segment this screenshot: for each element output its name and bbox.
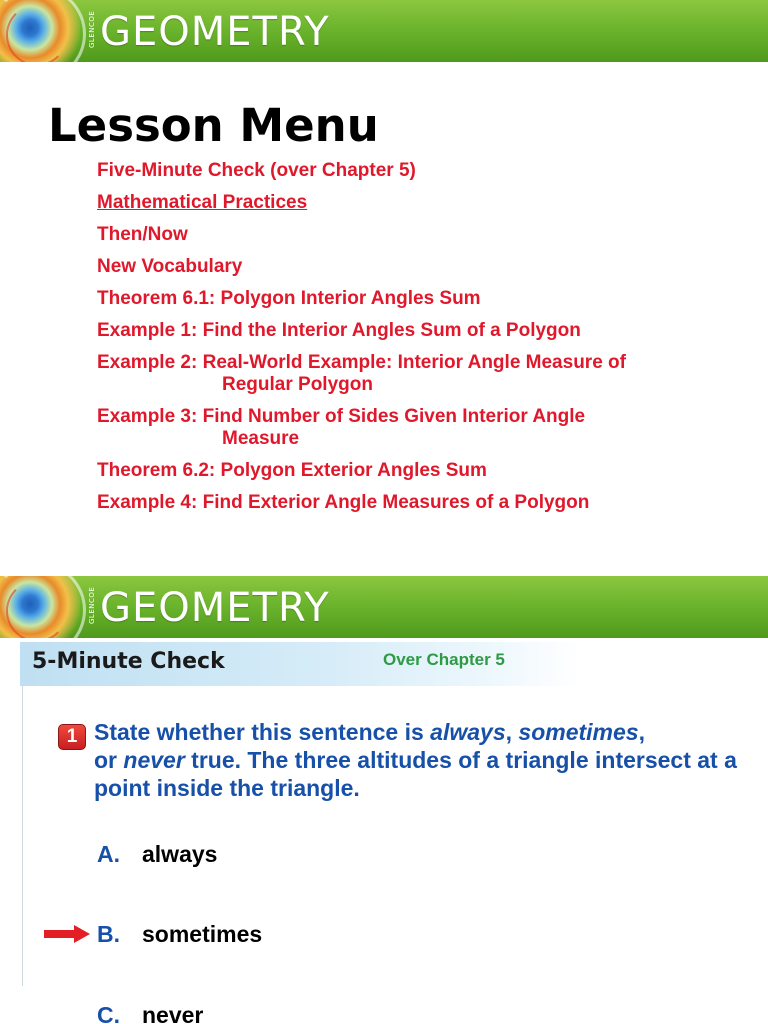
slide-gap: [0, 560, 768, 576]
geometry-logo: GEOMETRY: [100, 9, 330, 55]
option-text: never: [142, 1002, 204, 1024]
banner-art-icon: [0, 576, 80, 638]
geometry-logo: GEOMETRY: [100, 585, 330, 631]
menu-item-example-3[interactable]: Example 3: Find Number of Sides Given Interior Angle Measure: [97, 406, 586, 449]
arrow-right-icon: [44, 925, 90, 943]
divider: [22, 686, 23, 986]
banner-art-icon: [0, 0, 80, 62]
menu-item-five-minute-check[interactable]: Five-Minute Check (over Chapter 5): [97, 160, 416, 181]
option-letter: A.: [97, 841, 120, 867]
glencoe-logo: GLENCOE: [88, 10, 96, 48]
check-title: 5-Minute Check: [32, 649, 225, 674]
check-subtitle: Over Chapter 5: [383, 650, 505, 669]
option-letter: B.: [97, 921, 120, 947]
menu-item-new-vocabulary[interactable]: New Vocabulary: [97, 256, 243, 277]
question-number-badge: 1: [58, 724, 86, 750]
question-text: State whether this sentence is always, sometimes, or never true. The three altitudes of a triangle intersect at a point inside the triangle.: [94, 719, 737, 801]
answer-option-c[interactable]: [97, 1000, 203, 1024]
menu-item-example-4[interactable]: Example 4: Find Exterior Angle Measures of a Polygon: [97, 492, 590, 513]
geometry-banner: [0, 0, 768, 62]
geometry-banner: [0, 576, 768, 638]
lesson-menu-list: [97, 160, 737, 524]
menu-item-example-1[interactable]: Example 1: Find the Interior Angles Sum of a Polygon: [97, 320, 581, 341]
glencoe-logo: GLENCOE: [88, 586, 96, 624]
menu-item-then-now[interactable]: Then/Now: [97, 224, 188, 245]
menu-item-example-2[interactable]: Example 2: Real-World Example: Interior Angle Measure of Regular Polygon: [97, 352, 626, 395]
five-minute-check-slide: [0, 576, 768, 1024]
option-text: always: [142, 841, 218, 867]
menu-item-theorem-6-1[interactable]: Theorem 6.1: Polygon Interior Angles Sum: [97, 288, 481, 309]
answer-option-b[interactable]: [97, 919, 262, 949]
menu-item-mathematical-practices[interactable]: Mathematical Practices: [97, 192, 308, 213]
answer-option-a[interactable]: [97, 839, 217, 869]
option-letter: C.: [97, 1002, 120, 1024]
menu-item-theorem-6-2[interactable]: Theorem 6.2: Polygon Exterior Angles Sum: [97, 460, 487, 481]
page-title: Lesson Menu: [48, 99, 379, 152]
option-text: sometimes: [142, 921, 263, 947]
